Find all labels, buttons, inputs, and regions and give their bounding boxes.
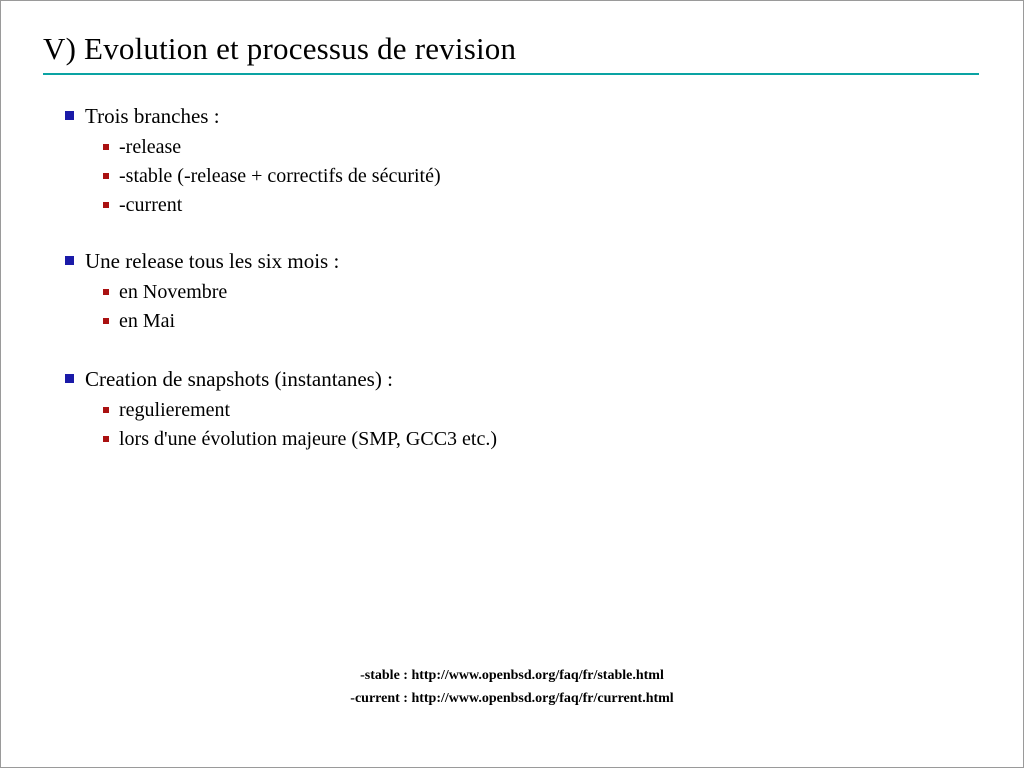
bullet-group <box>63 246 963 336</box>
small-square-bullet-icon <box>103 436 109 442</box>
list-item-label: regulierement <box>119 399 231 421</box>
bullet-group <box>63 364 963 454</box>
footer-line-current: -current : http://www.openbsd.org/faq/fr/current.html <box>350 691 674 706</box>
bullet-heading <box>63 364 963 394</box>
small-square-bullet-icon <box>103 144 109 150</box>
title-divider <box>43 73 979 75</box>
square-bullet-icon <box>65 374 74 383</box>
square-bullet-icon <box>65 256 74 265</box>
bullet-heading-label: Une release tous les six mois : <box>85 249 340 273</box>
list-item-label: lors d'une évolution majeure (SMP, GCC3 etc.) <box>119 428 497 450</box>
bullet-heading <box>63 101 963 131</box>
footer-line-stable: -stable : http://www.openbsd.org/faq/fr/stable.html <box>360 668 664 683</box>
small-square-bullet-icon <box>103 202 109 208</box>
bullet-sublist <box>63 396 963 454</box>
list-item <box>101 162 963 191</box>
list-item <box>101 396 963 425</box>
bullet-sublist <box>63 278 963 336</box>
slide-content <box>63 101 963 480</box>
list-item <box>101 191 963 220</box>
bullet-heading-label: Creation de snapshots (instantanes) : <box>85 367 393 391</box>
slide-footer <box>1 664 1023 710</box>
list-item <box>101 425 963 454</box>
square-bullet-icon <box>65 111 74 120</box>
small-square-bullet-icon <box>103 173 109 179</box>
small-square-bullet-icon <box>103 407 109 413</box>
list-item <box>101 278 963 307</box>
small-square-bullet-icon <box>103 318 109 324</box>
small-square-bullet-icon <box>103 289 109 295</box>
bullet-heading-label: Trois branches : <box>85 104 220 128</box>
list-item-label: -current <box>119 194 183 216</box>
bullet-group <box>63 101 963 220</box>
list-item-label: -stable (-release + correctifs de sécurité) <box>119 165 441 187</box>
list-item <box>101 133 963 162</box>
bullet-sublist <box>63 133 963 220</box>
list-item <box>101 307 963 336</box>
page-title: V) Evolution et processus de revision <box>43 31 517 66</box>
list-item-label: en Novembre <box>119 281 228 303</box>
bullet-heading <box>63 246 963 276</box>
list-item-label: en Mai <box>119 310 176 332</box>
list-item-label: -release <box>119 136 182 158</box>
